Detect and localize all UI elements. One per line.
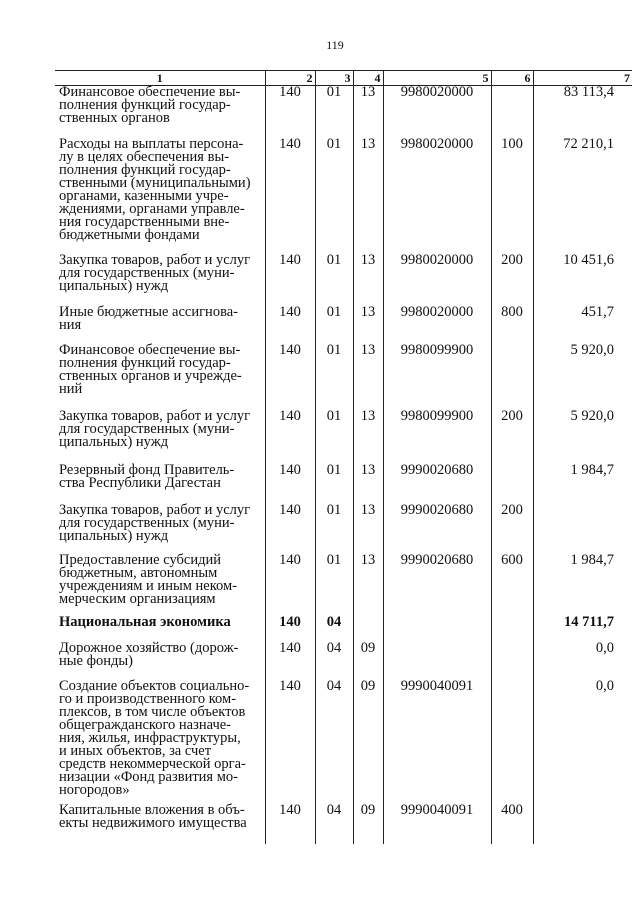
row-code-gr-cell [265, 639, 315, 680]
row-expense-type-cell [491, 642, 533, 680]
row-code-gr-cell-text: 140 [279, 84, 301, 100]
row-amount-cell [533, 341, 632, 410]
row-subsection-cell [353, 677, 383, 804]
row-amount-cell-text: 5 920,0 [570, 407, 614, 424]
row-section-cell [315, 551, 353, 616]
row-section-cell-text: 01 [326, 341, 342, 358]
row-target-article-cell-text: 9990020680 [400, 501, 474, 518]
row-name-cell [55, 501, 265, 554]
budget-table-wrapper [55, 70, 632, 844]
row-target-article-cell-text: 9980099900 [400, 407, 474, 424]
row-amount-cell [533, 251, 632, 306]
row-subsection-cell [353, 461, 383, 504]
row-subsection-cell [353, 86, 383, 138]
row-amount-cell-text: 5 920,0 [570, 341, 614, 358]
row-subsection-cell [353, 407, 383, 464]
column-header-7: 7 [533, 71, 632, 86]
row-target-article-cell [383, 501, 491, 554]
row-section-cell [315, 639, 353, 680]
row-expense-type-cell-text: 600 [501, 551, 523, 568]
row-subsection-cell-text: 09 [360, 639, 376, 656]
row-code-gr-cell-text: 140 [279, 639, 301, 656]
row-code-gr-cell [265, 613, 315, 642]
row-target-article-cell [383, 642, 491, 680]
row-amount-cell-text: 0,0 [595, 639, 614, 656]
row-expense-type-cell [491, 464, 533, 504]
row-section-cell [315, 407, 353, 464]
row-subsection-cell [353, 801, 383, 844]
row-name-cell-text: Капитальные вложения в объ- екты недвижимого имущества [59, 801, 247, 831]
table-body [55, 86, 632, 844]
table-row [55, 306, 632, 344]
row-name-cell [55, 677, 265, 804]
row-code-gr-cell-text: 140 [279, 551, 301, 568]
table-row [55, 138, 632, 254]
table-row [55, 344, 632, 410]
row-subsection-cell-text: 13 [360, 303, 376, 320]
row-subsection-cell [353, 616, 383, 642]
row-subsection-cell [353, 551, 383, 616]
row-subsection-cell [353, 501, 383, 554]
row-section-cell-text: 04 [326, 613, 342, 630]
row-amount-cell [533, 407, 632, 464]
row-section-cell-text: 01 [326, 135, 342, 152]
row-section-cell [315, 801, 353, 844]
row-section-cell-text: 04 [326, 677, 342, 694]
table-row [55, 680, 632, 804]
row-target-article-cell [383, 407, 491, 464]
row-target-article-cell-text: 9990040091 [400, 801, 474, 818]
row-code-gr-cell [265, 461, 315, 504]
row-subsection-cell-text: 13 [360, 461, 376, 478]
row-expense-type-cell [491, 303, 533, 344]
row-subsection-cell-text: 09 [360, 801, 376, 818]
row-name-cell-text: Национальная экономика [59, 613, 231, 630]
row-subsection-cell-text: 13 [360, 84, 376, 100]
row-amount-cell-text: 10 451,6 [563, 251, 614, 268]
row-expense-type-cell-text: 200 [501, 251, 523, 268]
row-code-gr-cell [265, 86, 315, 138]
row-code-gr-cell-text: 140 [279, 461, 301, 478]
row-name-cell-text: Закупка товаров, работ и услуг для государственных (муни- ципальных) нужд [59, 407, 251, 450]
row-amount-cell-text: 1 984,7 [570, 551, 614, 568]
row-code-gr-cell-text: 140 [279, 801, 301, 818]
row-expense-type-cell [491, 616, 533, 642]
row-expense-type-cell [491, 501, 533, 554]
row-name-cell [55, 551, 265, 616]
row-target-article-cell-text: 9990040091 [400, 677, 474, 694]
row-name-cell [55, 407, 265, 464]
row-code-gr-cell [265, 303, 315, 344]
row-name-cell-text: Предоставление субсидий бюджетным, автономным учреждениям и иным неком- мерческим организациям [59, 551, 237, 607]
row-name-cell [55, 251, 265, 306]
table-row [55, 616, 632, 642]
row-section-cell [315, 613, 353, 642]
row-code-gr-cell-text: 140 [279, 251, 301, 268]
row-code-gr-cell [265, 251, 315, 306]
row-target-article-cell [383, 616, 491, 642]
row-target-article-cell [383, 135, 491, 254]
row-target-article-cell-text: 9980099900 [400, 341, 474, 358]
row-name-cell [55, 86, 265, 138]
row-amount-cell [533, 504, 632, 554]
row-target-article-cell [383, 86, 491, 138]
row-name-cell [55, 135, 265, 254]
row-amount-cell [533, 135, 632, 254]
row-subsection-cell [353, 135, 383, 254]
row-name-cell [55, 341, 265, 410]
column-header-1: 1 [55, 71, 265, 86]
row-section-cell [315, 303, 353, 344]
row-amount-cell [533, 551, 632, 616]
row-expense-type-cell [491, 551, 533, 616]
table-row [55, 410, 632, 464]
row-code-gr-cell-text: 140 [279, 677, 301, 694]
row-code-gr-cell-text: 140 [279, 341, 301, 358]
row-name-cell-text: Дорожное хозяйство (дорож- ные фонды) [59, 639, 239, 669]
row-name-cell [55, 613, 265, 642]
row-section-cell-text: 01 [326, 461, 342, 478]
row-code-gr-cell [265, 407, 315, 464]
table-row [55, 642, 632, 680]
row-section-cell [315, 461, 353, 504]
row-target-article-cell [383, 461, 491, 504]
row-expense-type-cell-text: 400 [501, 801, 523, 818]
table-row [55, 554, 632, 616]
row-target-article-cell-text: 9980020000 [400, 135, 474, 152]
row-code-gr-cell [265, 677, 315, 804]
row-section-cell-text: 01 [326, 501, 342, 518]
table-row [55, 504, 632, 554]
row-amount-cell-text: 1 984,7 [570, 461, 614, 478]
row-amount-cell [533, 461, 632, 504]
row-target-article-cell [383, 801, 491, 844]
row-name-cell-text: Расходы на выплаты персона- лу в целях обеспечения вы- полнения функций государ- ственными (муниципальными) органами, казенными учре- ждениями, органами управле- ния государственными вне- бюджетными фондами [59, 135, 251, 243]
page-number: 119 [326, 38, 344, 52]
row-section-cell [315, 501, 353, 554]
row-section-cell-text: 01 [326, 407, 342, 424]
row-expense-type-cell [491, 251, 533, 306]
row-code-gr-cell [265, 501, 315, 554]
row-code-gr-cell [265, 801, 315, 844]
row-expense-type-cell [491, 407, 533, 464]
row-section-cell [315, 251, 353, 306]
row-target-article-cell-text: 9980020000 [400, 84, 474, 100]
row-section-cell [315, 86, 353, 138]
column-header-5: 5 [383, 71, 491, 86]
row-code-gr-cell-text: 140 [279, 407, 301, 424]
row-code-gr-cell [265, 551, 315, 616]
row-target-article-cell-text: 9990020680 [400, 551, 474, 568]
table-row [55, 86, 632, 138]
row-amount-cell [533, 303, 632, 344]
column-header-3: 3 [315, 71, 353, 86]
row-name-cell-text: Финансовое обеспечение вы- полнения функций государ- ственных органов и учрежде- ний [59, 341, 242, 397]
table-row [55, 254, 632, 306]
row-name-cell [55, 639, 265, 680]
row-name-cell [55, 801, 265, 844]
row-subsection-cell-text: 13 [360, 501, 376, 518]
row-target-article-cell [383, 303, 491, 344]
row-amount-cell-text: 0,0 [595, 677, 614, 694]
row-subsection-cell-text: 13 [360, 551, 376, 568]
row-code-gr-cell-text: 140 [279, 303, 301, 320]
row-code-gr-cell-text: 140 [279, 613, 301, 630]
row-expense-type-cell-text: 800 [501, 303, 523, 320]
row-amount-cell [533, 677, 632, 804]
row-section-cell-text: 04 [326, 639, 342, 656]
row-expense-type-cell-text: 100 [501, 135, 523, 152]
row-subsection-cell [353, 341, 383, 410]
row-subsection-cell-text: 13 [360, 407, 376, 424]
row-expense-type-cell [491, 135, 533, 254]
row-target-article-cell [383, 341, 491, 410]
row-amount-cell-text: 451,7 [581, 303, 614, 320]
row-expense-type-cell [491, 86, 533, 138]
row-name-cell-text: Создание объектов социально- го и производственного ком- плексов, в том числе объектов общегражданского назначе- ния, жилья, инфраструктуры, и иных объектов, за счет средств некоммерческой орга- низации «Фонд развития мо- ногородов» [59, 677, 250, 798]
row-code-gr-cell-text: 140 [279, 501, 301, 518]
row-code-gr-cell [265, 135, 315, 254]
row-section-cell [315, 341, 353, 410]
row-expense-type-cell-text: 200 [501, 407, 523, 424]
row-subsection-cell-text: 13 [360, 251, 376, 268]
table-row [55, 804, 632, 844]
row-name-cell [55, 303, 265, 344]
row-section-cell-text: 01 [326, 303, 342, 320]
row-subsection-cell [353, 639, 383, 680]
row-subsection-cell-text: 09 [360, 677, 376, 694]
row-expense-type-cell [491, 344, 533, 410]
row-section-cell-text: 01 [326, 84, 342, 100]
row-subsection-cell-text: 13 [360, 341, 376, 358]
row-section-cell-text: 04 [326, 801, 342, 818]
table-row [55, 464, 632, 504]
row-target-article-cell-text: 9980020000 [400, 303, 474, 320]
row-name-cell-text: Иные бюджетные ассигнова- ния [59, 303, 238, 333]
row-name-cell-text: Закупка товаров, работ и услуг для государственных (муни- ципальных) нужд [59, 501, 251, 544]
row-section-cell-text: 01 [326, 251, 342, 268]
budget-table [55, 70, 632, 844]
row-code-gr-cell-text: 140 [279, 135, 301, 152]
row-name-cell-text: Финансовое обеспечение вы- полнения функций государ- ственных органов [59, 84, 241, 126]
row-amount-cell [533, 86, 632, 138]
row-amount-cell [533, 613, 632, 642]
row-target-article-cell-text: 9990020680 [400, 461, 474, 478]
row-amount-cell-text: 72 210,1 [563, 135, 614, 152]
row-target-article-cell-text: 9980020000 [400, 251, 474, 268]
column-header-6: 6 [491, 71, 533, 86]
row-name-cell [55, 461, 265, 504]
row-name-cell-text: Резервный фонд Правитель- ства Республики Дагестан [59, 461, 235, 491]
row-subsection-cell [353, 303, 383, 344]
row-amount-cell [533, 639, 632, 680]
row-subsection-cell-text: 13 [360, 135, 376, 152]
row-target-article-cell [383, 551, 491, 616]
row-expense-type-cell [491, 680, 533, 804]
row-amount-cell [533, 804, 632, 844]
row-section-cell [315, 677, 353, 804]
row-name-cell-text: Закупка товаров, работ и услуг для государственных (муни- ципальных) нужд [59, 251, 251, 294]
column-header-4: 4 [353, 71, 383, 86]
row-amount-cell-text: 83 113,4 [563, 84, 614, 100]
row-section-cell [315, 135, 353, 254]
row-subsection-cell [353, 251, 383, 306]
row-expense-type-cell [491, 801, 533, 844]
row-expense-type-cell-text: 200 [501, 501, 523, 518]
row-amount-cell-text: 14 711,7 [564, 613, 614, 630]
row-target-article-cell [383, 251, 491, 306]
row-target-article-cell [383, 677, 491, 804]
column-header-2: 2 [265, 71, 315, 86]
row-code-gr-cell [265, 341, 315, 410]
row-section-cell-text: 01 [326, 551, 342, 568]
